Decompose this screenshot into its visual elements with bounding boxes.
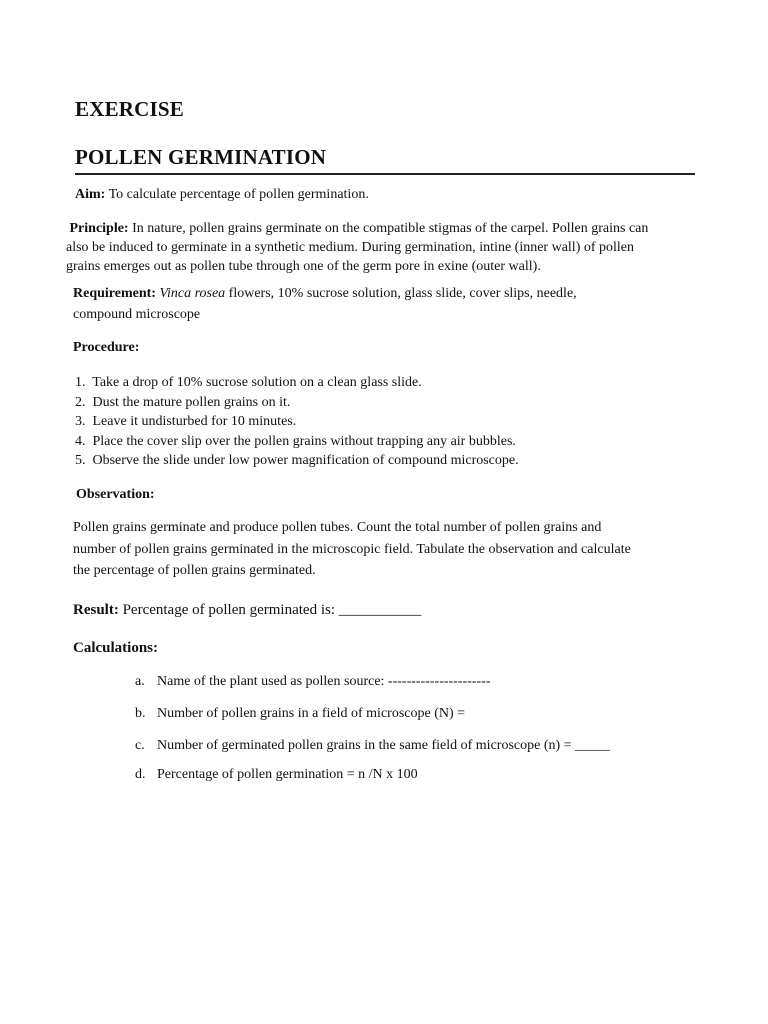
result-blank: ___________ [338, 602, 422, 618]
principle-line-2: also be induced to germinate in a synthetic medium. During germination, intine (inner wall) of pollen [66, 240, 635, 255]
page-title: POLLEN GERMINATION [75, 145, 327, 169]
procedure-step [75, 412, 519, 432]
principle-label: Principle: [69, 221, 129, 236]
result-text: Percentage of pollen germinated is: [122, 602, 336, 618]
procedure-steps [75, 373, 519, 471]
observation-label: Observation: [76, 487, 155, 502]
procedure-step [75, 393, 519, 413]
requirement-text: flowers, 10% sucrose solution, glass slide, cover slips, needle, [228, 286, 577, 301]
step-text: Take a drop of 10% sucrose solution on a clean glass slide. [92, 375, 422, 390]
title-underline [75, 173, 695, 175]
calculation-item [135, 674, 491, 690]
calculation-text: Percentage of pollen germination = n /N x 100 [157, 767, 418, 782]
procedure-step [75, 432, 519, 452]
step-text: Dust the mature pollen grains on it. [92, 394, 291, 410]
requirement-species: Vinca rosea [159, 286, 226, 301]
calculation-text: Number of pollen grains in a field of microscope (N) = [157, 706, 466, 721]
principle-line-1: In nature, pollen grains germinate on the compatible stigmas of the carpel. Pollen grains can [132, 221, 649, 236]
calculation-item [135, 738, 610, 754]
step-text: Leave it undisturbed for 10 minutes. [92, 414, 297, 429]
procedure-step [75, 373, 519, 393]
step-number: 2. [75, 394, 86, 410]
requirement-line-2: compound microscope [73, 307, 201, 322]
step-text: Place the cover slip over the pollen grains without trapping any air bubbles. [92, 433, 516, 449]
step-number: 4. [75, 433, 86, 449]
procedure-step [75, 451, 519, 471]
calculation-item [135, 706, 465, 722]
step-number: 3. [75, 414, 86, 429]
observation-section [73, 517, 733, 582]
calculation-marker: b. [135, 706, 146, 721]
principle-section [66, 219, 726, 276]
step-text: Observe the slide under low power magnification of compound microscope. [92, 453, 519, 468]
step-number: 5. [75, 453, 86, 468]
step-number: 1. [75, 375, 86, 390]
calculation-marker: a. [135, 674, 145, 689]
aim-section [75, 185, 369, 204]
requirement-label: Requirement: [73, 286, 156, 301]
observation-line-1: Pollen grains germinate and produce pollen tubes. Count the total number of pollen grains and [73, 520, 602, 535]
observation-line-2: number of pollen grains germinated in the microscopic field. Tabulate the observation and calculate [73, 541, 631, 557]
calculation-text: Number of germinated pollen grains in the same field of microscope (n) = _____ [157, 738, 611, 753]
calculation-marker: d. [135, 767, 146, 782]
observation-line-3: the percentage of pollen grains germinated. [73, 563, 316, 578]
aim-text: To calculate percentage of pollen germination. [108, 187, 369, 202]
result-label: Result: [73, 602, 119, 618]
calculation-item [135, 767, 418, 783]
calculation-text: Name of the plant used as pollen source: ---------------------- [157, 674, 491, 689]
result-section [73, 601, 421, 620]
aim-label: Aim: [75, 187, 106, 202]
procedure-label: Procedure: [73, 340, 140, 355]
requirement-section [73, 283, 693, 325]
principle-line-3: grains emerges out as pollen tube through one of the germ pore in exine (outer wall). [66, 259, 541, 274]
exercise-heading: EXERCISE [75, 97, 184, 121]
calculation-marker: c. [135, 738, 145, 753]
calculations-label: Calculations: [73, 640, 159, 656]
